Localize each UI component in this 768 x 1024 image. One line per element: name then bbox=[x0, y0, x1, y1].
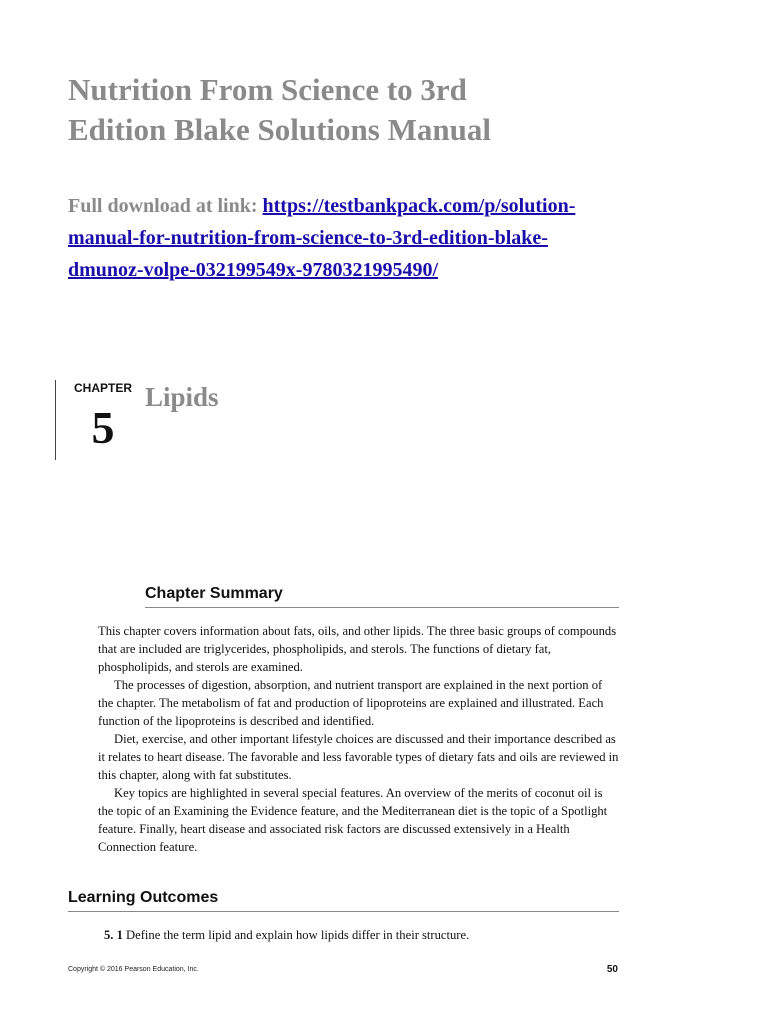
download-link-line-2: manual-for-nutrition-from-science-to-3rd-edition-blake- bbox=[68, 227, 548, 249]
title-line-2: Edition Blake Solutions Manual bbox=[68, 112, 491, 147]
outcome-text: Define the term lipid and explain how lipids differ in their structure. bbox=[122, 928, 470, 942]
chapter-label: CHAPTER bbox=[73, 381, 132, 395]
page-number: 50 bbox=[606, 964, 618, 975]
download-label: Full download at link: bbox=[68, 195, 263, 217]
summary-body bbox=[98, 622, 620, 856]
chapter-title: Lipids bbox=[145, 382, 219, 412]
chapter-divider bbox=[55, 380, 56, 460]
summary-paragraph: Diet, exercise, and other important lifestyle choices are discussed and their importance described as it relates to heart disease. The favorable and less favorable types of dietary fats and oils are reviewed in this chapter, along with fat substitutes. bbox=[98, 732, 619, 782]
title-line-1: Nutrition From Science to 3rd bbox=[68, 72, 467, 107]
outcome-number: 5. 1 bbox=[104, 928, 123, 942]
chapter-number: 5 bbox=[91, 402, 115, 453]
download-notice bbox=[68, 190, 708, 286]
summary-paragraph: This chapter covers information about fats, oils, and other lipids. The three basic groups of compounds that are included are triglycerides, phospholipids, and sterols. The functions of dietary fat, phospholipids, and sterols are examined. bbox=[98, 624, 617, 674]
summary-paragraph: The processes of digestion, absorption, and nutrient transport are explained in the next portion of the chapter. The metabolism of fat and production of lipoproteins are explained and illustrated. Each function of the lipoproteins is described and identified. bbox=[98, 678, 604, 728]
summary-paragraph: Key topics are highlighted in several special features. An overview of the merits of coconut oil is the topic of an Examining the Evidence feature, and the Mediterranean diet is the topic of a Spotlight feature. Finally, heart disease and associated risk factors are discussed extensively in a Health Connection feature. bbox=[98, 786, 608, 854]
document-title bbox=[68, 70, 708, 150]
outcomes-rule bbox=[68, 911, 619, 912]
download-link-line-3: dmunoz-volpe-032199549x-9780321995490/ bbox=[68, 259, 438, 281]
copyright-notice: Copyright © 2016 Pearson Education, Inc. bbox=[68, 966, 199, 973]
outcome-item bbox=[104, 926, 620, 944]
download-link-line-1: https://testbankpack.com/p/solution- bbox=[262, 195, 576, 217]
summary-heading: Chapter Summary bbox=[145, 585, 283, 602]
outcomes-heading: Learning Outcomes bbox=[68, 889, 219, 906]
summary-rule bbox=[145, 607, 619, 608]
